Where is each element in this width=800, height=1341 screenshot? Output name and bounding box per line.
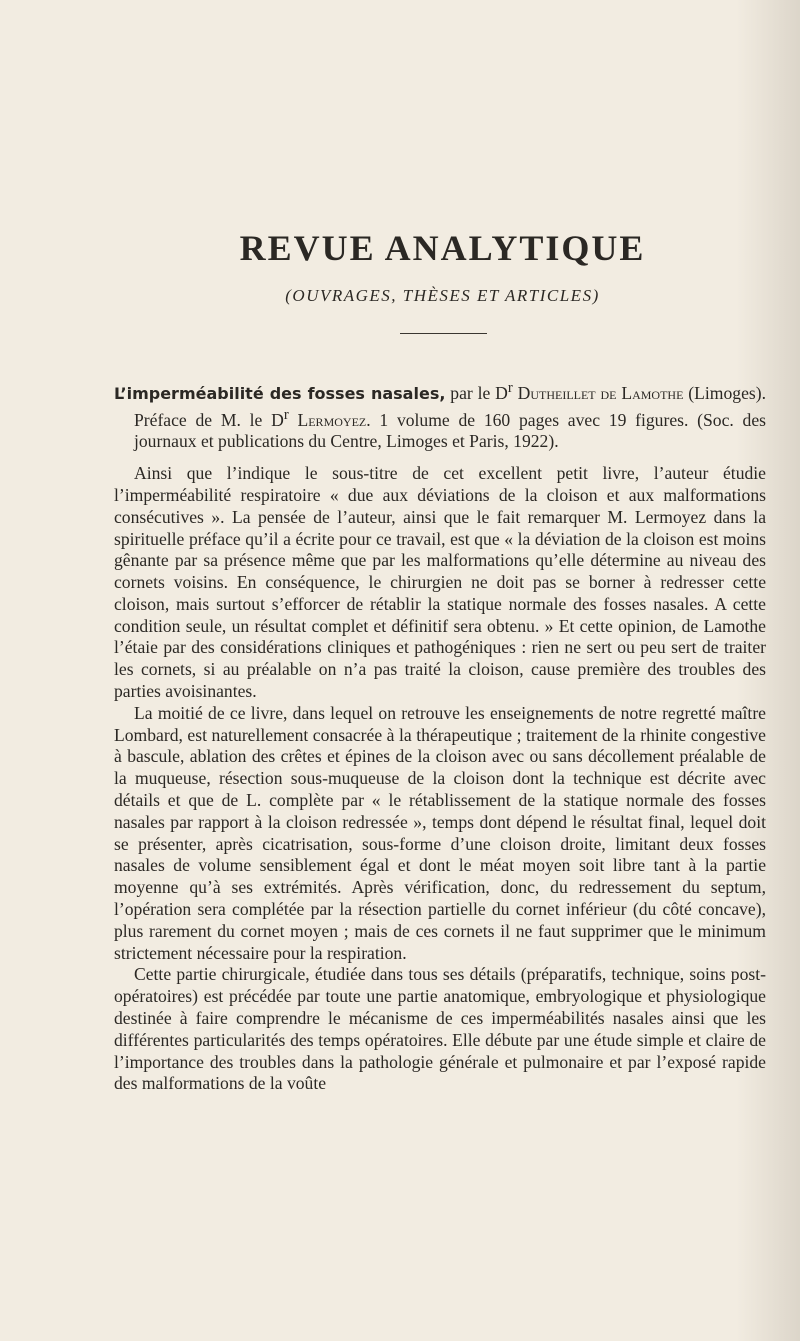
paragraph-3: Cette partie chirurgicale, étudiée dans tous ses détails (préparatifs, technique, soins post-opératoires) est précédée par toute une partie anatomique, embryologique et physiologique destinée à faire comprendre le mécanisme de ces imperméabilités nasales ainsi que les différentes particularités des temps opératoires. Elle débute par une étude simple et claire de l’importance des troubles dans la pathologie générale et pulmonaire et par l’exposé rapide des malformations de la voûte (114, 964, 766, 1094)
section-title: REVUE ANALYTIQUE (239, 228, 646, 268)
article-heading (114, 378, 766, 453)
article-by: par le D (450, 382, 508, 403)
paragraph-2: La moitié de ce livre, dans lequel on retrouve les enseignements de notre regretté maître Lombard, est naturellement consacrée à la thérapeutique ; traitement de la rhinite congestive à bascule, ablation des crêtes et épines de la cloison avec ou sans décollement préalable de la muqueuse, résection sous-muqueuse de la cloison dont la technique est décrite avec détails et que de L. complète par « le rétablissement de la statique normale des fosses nasales par rapport à la cloison redressée », temps dont dépend le résultat final, lequel doit se présenter, après cicatrisation, sous-forme d’une cloison droite, limitant deux fosses nasales de volume sensiblement égal et dont le méat moyen soit libre tant à la partie moyenne qu’à ses extrémités. Après vérification, donc, du redressement du septum, l’opération sera complétée par la résection partielle du cornet inférieur (du côté concave), plus rarement du cornet moyen ; mais de ces cornets il ne faut supprimer que le minimum strictement nécessaire pour la respiration. (114, 702, 766, 963)
reference-part-1: (Limoges). Préface de M. le D (134, 382, 766, 430)
dr-superscript-2: r (283, 406, 289, 423)
dr-superscript: r (507, 380, 513, 396)
article (114, 378, 766, 1095)
article-title: L’imperméabilité des fosses nasales, (114, 383, 446, 403)
section-subtitle: (OUVRAGES, THÈSES ET ARTICLES) (285, 286, 600, 305)
title-divider (400, 333, 487, 334)
preface-author-name: Lermoyez (297, 409, 367, 430)
author-name: Dutheillet de Lamothe (517, 382, 684, 403)
paragraph-1: Ainsi que l’indique le sous-titre de cet excellent petit livre, l’auteur étudie l’imperméabilité respiratoire « due aux déviations de la cloison et aux malformations consécutives ». La pensée de l’auteur, ainsi que le fait remarquer M. Lermoyez dans la spirituelle préface qu’il a écrite pour ce travail, est que « la déviation de la cloison est moins gênante par sa présence même que par les malformations qu’elle détermine au niveau des cornets voisins. En conséquence, le chirurgien ne doit pas se borner à redresser cette cloison, mais surtout s’efforcer de rétablir la statique normale des fosses nasales. A cette condition seule, un résultat complet et définitif sera obtenu. » Et cette opinion, de Lamothe l’étaie par des considérations cliniques et pathogéniques : rien ne sert ou peu sert de traiter les cornets, si au préalable on n’a pas traité la cloison, cause première des troubles des parties avoisinantes. (114, 463, 766, 702)
reference-part-2: . 1 volume de 160 pages avec 19 figures. (Soc. des journaux et publications du Centre, Limoges et Paris, 1922). (134, 409, 766, 452)
